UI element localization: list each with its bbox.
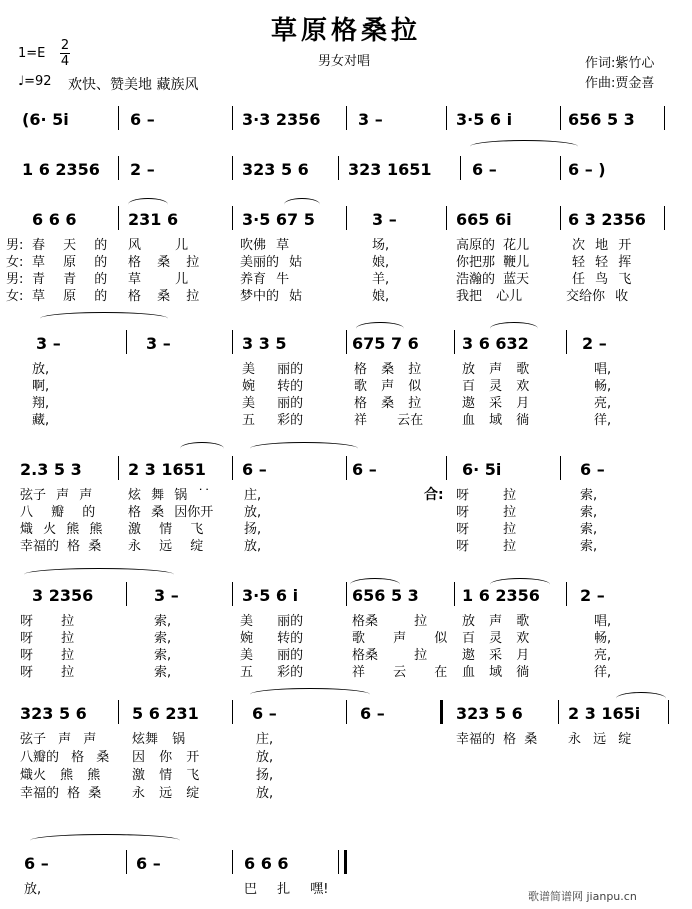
measure: 3 – — [358, 110, 383, 129]
lyric: 遨 采 月 — [462, 396, 530, 411]
barline — [232, 330, 233, 354]
lyric: 血 域 徜 — [462, 413, 530, 428]
lyric: 放, — [256, 786, 274, 801]
lyric: 扬, — [256, 768, 274, 783]
measure: 3·5 6 i — [242, 586, 299, 605]
lyric: 格 桑 因你开 — [128, 505, 214, 520]
lyric: 亮, — [594, 648, 612, 663]
lyric: 草 原 的 — [32, 255, 108, 270]
barline — [126, 330, 127, 354]
lyric: 交给你 收 — [566, 289, 629, 304]
lyric: 索, — [580, 522, 598, 537]
measure: 3 – — [146, 334, 171, 353]
lyric: 格桑 拉 — [352, 648, 428, 663]
lyric: 任 鸟 飞 — [572, 272, 632, 287]
measure: 323 5 6 — [456, 704, 523, 723]
measure: 6 – — [252, 704, 277, 723]
lyric: 唱, — [594, 614, 612, 629]
watermark: 歌谱简谱网 jianpu.cn — [528, 890, 637, 903]
lyric: 呀 拉 — [456, 488, 517, 503]
lyric: 八 瓣 的 — [20, 505, 96, 520]
lyric: 我把 心儿 — [456, 289, 523, 304]
chorus-label: 合: — [424, 487, 444, 503]
lyric: 高原的 花儿 — [456, 238, 530, 253]
lyric: 你把那 鞭儿 — [456, 255, 530, 270]
measure: 3·5 67 5 — [242, 210, 315, 229]
lyric: 美 丽的 — [240, 648, 304, 663]
measure: 6 – ) — [568, 160, 606, 179]
measure: 656 5 3 — [352, 586, 419, 605]
singer-label: 女: — [6, 255, 24, 270]
measure: 6· 5i — [462, 460, 502, 479]
barline — [346, 582, 347, 606]
lyric: 弦子 声 声 — [20, 732, 97, 747]
tie — [40, 312, 168, 325]
barline — [664, 206, 665, 230]
slur — [180, 442, 224, 455]
lyric: 放, — [32, 362, 50, 377]
expression: 欢快、赞美地 藏族风 — [68, 77, 199, 93]
singer-label: 男: — [6, 238, 24, 253]
barline — [346, 106, 347, 130]
barline — [232, 582, 233, 606]
barline — [118, 700, 119, 724]
measure: 5 6 231 — [132, 704, 199, 723]
composer: 作曲:贾金喜 — [585, 76, 655, 91]
lyric: 春 天 的 — [32, 238, 108, 253]
measure: 323 5 6 — [20, 704, 87, 723]
barline — [346, 700, 347, 724]
lyric: 美丽的 姑 — [240, 255, 303, 270]
barline — [664, 106, 665, 130]
lyric: 浩瀚的 蓝天 — [456, 272, 530, 287]
lyric: 徉, — [594, 665, 612, 680]
measure: 1 6 2356 — [462, 586, 540, 605]
barline — [560, 106, 561, 130]
measure: 2.3 5 3 — [20, 460, 82, 479]
barline — [338, 850, 339, 874]
measure: 6 – — [242, 460, 267, 479]
lyric: 弦子 声 声 — [20, 488, 93, 503]
barline — [446, 106, 447, 130]
barline — [232, 106, 233, 130]
lyric: 百 灵 欢 — [462, 631, 530, 646]
lyric: 幸福的 格 桑 — [20, 786, 102, 801]
lyric: 翔, — [32, 396, 50, 411]
lyric: 放, — [244, 539, 262, 554]
lyric: 索, — [154, 631, 172, 646]
measure: 3 – — [372, 210, 397, 229]
lyric: 徉, — [594, 413, 612, 428]
barline — [560, 156, 561, 180]
measure: 1 6 2356 — [22, 160, 100, 179]
barline — [118, 106, 119, 130]
lyric: 扬, — [244, 522, 262, 537]
lyric: 五 彩的 — [242, 413, 304, 428]
lyric: 幸福的 格 桑 — [456, 732, 538, 747]
lyric: 巴 扎 嘿! — [244, 882, 329, 897]
measure: 675 7 6 — [352, 334, 419, 353]
barline — [566, 330, 567, 354]
time-numerator: 2 — [60, 38, 70, 53]
repeat-barline — [440, 700, 443, 724]
lyric: 场, — [372, 238, 390, 253]
lyric: 遨 采 月 — [462, 648, 530, 663]
lyric: 婉 转的 — [240, 631, 304, 646]
barline — [118, 206, 119, 230]
measure: 2 – — [582, 334, 607, 353]
measure: 3 2356 — [32, 586, 94, 605]
barline — [560, 456, 561, 480]
lyric: 呀 拉 — [20, 665, 75, 680]
barline — [232, 206, 233, 230]
lyric: 美 丽的 — [240, 614, 304, 629]
measure: 3·3 2356 — [242, 110, 321, 129]
barline — [338, 156, 339, 180]
lyric: 庄, — [244, 488, 262, 503]
lyric: 炫舞 锅 — [132, 732, 186, 747]
measure: 6 6 6 — [32, 210, 77, 229]
time-denominator: 4 — [60, 54, 70, 69]
lyric: 次 地 开 — [572, 238, 632, 253]
lyric: 呀 拉 — [20, 631, 75, 646]
lyric: 永 远 绽 — [128, 539, 204, 554]
tie — [250, 688, 370, 701]
measure: 6 – — [580, 460, 605, 479]
lyric: 亮, — [594, 396, 612, 411]
measure: 6 – — [130, 110, 155, 129]
barline — [454, 582, 455, 606]
key-text: 1=E — [18, 46, 46, 61]
lyric: 索, — [154, 665, 172, 680]
lyric: 因 你 开 — [132, 750, 200, 765]
measure: 2 – — [130, 160, 155, 179]
measure: 665 6i — [456, 210, 512, 229]
lyric: 吹佛 草 — [240, 238, 290, 253]
measure: 3 3 5 — [242, 334, 287, 353]
lyric: 呀 拉 — [20, 614, 75, 629]
lyric: 唱, — [594, 362, 612, 377]
lyric: 羊, — [372, 272, 390, 287]
lyric: 呀 拉 — [456, 522, 517, 537]
lyric: 格 桑 拉 — [128, 255, 200, 270]
measure: 6 – — [360, 704, 385, 723]
lyric: 梦中的 姑 — [240, 289, 303, 304]
lyric: 熾 火 熊 熊 — [20, 522, 103, 537]
lyric: 熾火 熊 熊 — [20, 768, 101, 783]
lyric: 放, — [256, 750, 274, 765]
lyric: 呀 拉 — [20, 648, 75, 663]
lyric: 青 青 的 — [32, 272, 108, 287]
lyric: 放, — [244, 505, 262, 520]
lyric: 格 桑 拉 — [354, 362, 422, 377]
singer-label: 男: — [6, 272, 24, 287]
lyric: 百 灵 欢 — [462, 379, 530, 394]
barline — [460, 156, 461, 180]
barline — [446, 456, 447, 480]
measure: 6 – — [136, 854, 161, 873]
tie — [30, 834, 180, 847]
lyric: 草 原 的 — [32, 289, 108, 304]
barline — [232, 700, 233, 724]
measure: 3 – — [154, 586, 179, 605]
lyric: 呀 拉 — [456, 505, 517, 520]
barline — [126, 582, 127, 606]
lyric: 祥 云 在 — [352, 665, 448, 680]
key-signature — [18, 46, 45, 61]
measure: 6 – — [352, 460, 377, 479]
barline — [346, 330, 347, 354]
barline — [558, 700, 559, 724]
barline — [118, 456, 119, 480]
song-title: 草原格桑拉 — [270, 16, 421, 46]
lyric: 风 儿 — [128, 238, 189, 253]
measure: 231 6 — [128, 210, 179, 229]
subtitle: 男女对唱 — [318, 54, 371, 69]
lyric: 激 情 飞 — [132, 768, 200, 783]
measure: 2 3 165i — [568, 704, 641, 723]
measure: 6 3 2356 — [568, 210, 646, 229]
barline — [232, 850, 233, 874]
measure: 6 6 6 — [244, 854, 289, 873]
lyric: 血 域 徜 — [462, 665, 530, 680]
lyric: 索, — [580, 488, 598, 503]
lyric: 幸福的 格 桑 — [20, 539, 102, 554]
barline — [346, 206, 347, 230]
lyric: 格 桑 拉 — [128, 289, 200, 304]
lyric: 放 声 歌 — [462, 362, 530, 377]
lyric: 畅, — [594, 631, 612, 646]
lyric: 美 丽的 — [242, 362, 304, 377]
lyric: 歌 声 似 — [354, 379, 422, 394]
lyric: 草 儿 — [128, 272, 189, 287]
lyric: 索, — [154, 614, 172, 629]
lyric: 娘, — [372, 255, 390, 270]
lyric: 格桑 拉 — [352, 614, 428, 629]
measure: 3·5 6 i — [456, 110, 513, 129]
barline — [126, 850, 127, 874]
lyric: 索, — [154, 648, 172, 663]
lyric: 轻 轻 挥 — [572, 255, 632, 270]
lyric: 美 丽的 — [242, 396, 304, 411]
lyric: 永 远 绽 — [568, 732, 632, 747]
measure: 2 – — [580, 586, 605, 605]
barline — [346, 456, 347, 480]
barline — [560, 206, 561, 230]
lyric: 呀 拉 — [456, 539, 517, 554]
tie — [470, 140, 578, 153]
barline — [454, 330, 455, 354]
measure: 656 5 3 — [568, 110, 635, 129]
measure: 6 – — [24, 854, 49, 873]
lyricist: 作词:紫竹心 — [585, 56, 655, 71]
tempo: ♩=92 — [18, 74, 52, 89]
measure: 323 5 6 — [242, 160, 309, 179]
lyric: 藏, — [32, 413, 50, 428]
lyric: 祥 云在 — [354, 413, 424, 428]
measure: 2 3 1651 — [128, 460, 206, 479]
lyric: 八瓣的 格 桑 — [20, 750, 110, 765]
time-signature — [60, 38, 70, 69]
lyric: 激 情 飞 — [128, 522, 204, 537]
lyric: 畅, — [594, 379, 612, 394]
barline — [232, 156, 233, 180]
tie — [250, 442, 358, 455]
lyric: 养育 牛 — [240, 272, 290, 287]
lyric: 炫 舞 锅 ˙˙ — [128, 488, 211, 503]
tie — [24, 568, 174, 581]
measure: 3 – — [36, 334, 61, 353]
lyric: 永 远 绽 — [132, 786, 200, 801]
lyric: 五 彩的 — [240, 665, 304, 680]
lyric: 放 声 歌 — [462, 614, 530, 629]
measure: 6 – — [472, 160, 497, 179]
measure: (6· 5i — [22, 110, 69, 129]
lyric: 庄, — [256, 732, 274, 747]
singer-label: 女: — [6, 289, 24, 304]
lyric: 啊, — [32, 379, 50, 394]
measure: 3 6 632 — [462, 334, 529, 353]
barline — [446, 206, 447, 230]
barline — [566, 582, 567, 606]
lyric: 索, — [580, 505, 598, 520]
barline — [668, 700, 669, 724]
lyric: 婉 转的 — [242, 379, 304, 394]
lyric: 娘, — [372, 289, 390, 304]
lyric: 格 桑 拉 — [354, 396, 422, 411]
lyric: 索, — [580, 539, 598, 554]
final-barline — [344, 850, 347, 874]
lyric: 歌 声 似 — [352, 631, 448, 646]
lyric: 放, — [24, 882, 42, 897]
measure: 323 1651 — [348, 160, 432, 179]
barline — [232, 456, 233, 480]
barline — [118, 156, 119, 180]
